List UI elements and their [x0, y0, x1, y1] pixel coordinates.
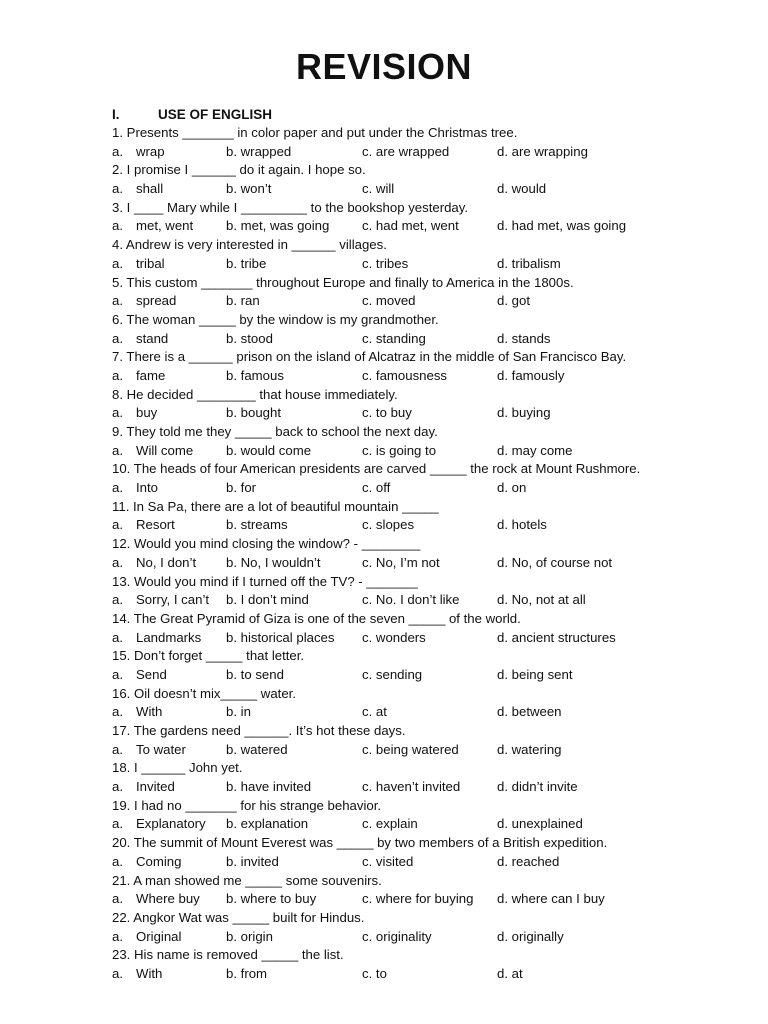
option-b: b. stood	[226, 330, 273, 346]
page-title: REVISION	[295, 46, 473, 87]
option-a: Where buy	[136, 891, 200, 907]
section-title: USE OF ENGLISH	[158, 107, 273, 122]
question-text: 4. Andrew is very interested in ______ villages.	[112, 237, 387, 253]
option-d: d. ancient structures	[497, 629, 616, 645]
option-c: c. moved	[362, 293, 416, 309]
option-a: fame	[136, 367, 166, 383]
option-a: Landmarks	[136, 629, 202, 645]
answer-options	[112, 629, 762, 648]
answer-options	[112, 853, 762, 872]
option-d: d. unexplained	[497, 816, 583, 832]
option-marker: a.	[112, 218, 123, 234]
option-marker: a.	[112, 779, 123, 795]
question-text: 8. He decided ________ that house immediately.	[112, 386, 398, 402]
question-text: 16. Oil doesn’t mix_____ water.	[112, 685, 296, 701]
question-text: 17. The gardens need ______. It’s hot these days.	[112, 723, 406, 738]
answer-options	[112, 778, 762, 797]
question-text: 14. The Great Pyramid of Giza is one of the seven _____ of the world.	[112, 610, 521, 626]
option-a: Original	[136, 928, 182, 944]
option-a: Into	[136, 480, 158, 496]
option-d: d. being sent	[497, 666, 573, 682]
answer-options	[112, 965, 762, 984]
option-c: c. is going to	[362, 442, 437, 458]
option-c: c. visited	[362, 853, 414, 869]
question-text: 18. I ______ John yet.	[112, 760, 243, 776]
option-marker: a.	[112, 666, 123, 682]
option-c: c. sending	[362, 666, 423, 682]
question-text: 2. I promise I ______ do it again. I hope so.	[112, 162, 366, 178]
option-b: b. ran	[226, 293, 260, 309]
option-c: c. are wrapped	[362, 143, 450, 159]
question-text: 20. The summit of Mount Everest was _____ by two members of a British expedition.	[112, 835, 608, 851]
answer-options	[112, 516, 762, 535]
option-d: d. got	[497, 293, 530, 309]
option-b: b. origin	[226, 928, 273, 944]
option-d: d. on	[497, 480, 527, 496]
option-b: b. wrapped	[226, 143, 292, 159]
option-a: spread	[136, 293, 177, 309]
option-b: b. where to buy	[226, 891, 317, 907]
option-a: Resort	[136, 517, 175, 533]
option-c: c. standing	[362, 330, 426, 346]
option-c: c. tribes	[362, 255, 409, 271]
option-b: b. explanation	[226, 816, 309, 832]
option-c: c. had met, went	[362, 218, 459, 234]
option-c: c. off	[362, 480, 391, 496]
option-a: buy	[136, 405, 158, 421]
option-marker: a.	[112, 629, 123, 645]
option-d: d. hotels	[497, 517, 547, 533]
option-c: c. at	[362, 704, 387, 720]
question-text: 15. Don’t forget _____ that letter.	[112, 648, 305, 664]
option-a: With	[136, 965, 163, 981]
option-d: d. between	[497, 704, 562, 720]
option-b: b. invited	[226, 853, 279, 869]
option-d: d. No, of course not	[497, 554, 613, 570]
option-d: d. reached	[497, 853, 560, 869]
question-text: 10. The heads of four American presidents are carved _____ the rock at Mount Rushmore.	[112, 461, 641, 477]
option-d: d. famously	[497, 367, 565, 383]
option-b: b. tribe	[226, 255, 267, 271]
option-marker: a.	[112, 891, 123, 907]
option-c: c. No. I don’t like	[362, 592, 460, 608]
section-heading	[112, 107, 272, 122]
option-a: Send	[136, 666, 167, 682]
answer-options	[112, 741, 762, 760]
option-marker: a.	[112, 480, 123, 496]
option-b: b. met, was going	[226, 218, 330, 234]
option-marker: a.	[112, 554, 123, 570]
option-c: c. famousness	[362, 367, 448, 383]
answer-options	[112, 703, 762, 722]
option-a: Coming	[136, 853, 182, 869]
option-a: To water	[136, 741, 186, 757]
option-c: c. slopes	[362, 517, 415, 533]
option-d: d. may come	[497, 442, 573, 458]
option-marker: a.	[112, 853, 123, 869]
option-b: b. from	[226, 965, 268, 981]
question-text: 11. In Sa Pa, there are a lot of beautiful mountain _____	[112, 498, 439, 514]
option-b: b. historical places	[226, 629, 335, 645]
option-d: d. stands	[497, 330, 551, 346]
option-d: d. No, not at all	[497, 592, 586, 608]
option-d: d. where can I buy	[497, 891, 605, 907]
option-d: d. buying	[497, 405, 551, 421]
question-text: 22. Angkor Wat was _____ built for Hindus.	[112, 909, 365, 925]
question-text: 7. There is a ______ prison on the island of Alcatraz in the middle of San Francisco Bay.	[112, 349, 627, 365]
option-marker: a.	[112, 517, 123, 533]
answer-options	[112, 180, 762, 199]
option-marker: a.	[112, 442, 123, 458]
answer-options	[112, 143, 762, 162]
section-number: I.	[112, 107, 120, 122]
answer-options	[112, 479, 762, 498]
option-d: d. tribalism	[497, 255, 561, 271]
question-text: 19. I had no _______ for his strange behavior.	[112, 797, 382, 813]
option-b: b. for	[226, 480, 257, 496]
answer-options	[112, 890, 762, 909]
answer-options	[112, 928, 762, 947]
option-c: c. No, I’m not	[362, 554, 440, 570]
option-a: Will come	[136, 442, 194, 458]
option-b: b. bought	[226, 405, 281, 421]
option-a: Sorry, I can’t	[136, 592, 210, 608]
option-marker: a.	[112, 330, 123, 346]
option-d: d. didn’t invite	[497, 779, 578, 795]
option-b: b. in	[226, 704, 251, 720]
option-marker: a.	[112, 965, 123, 981]
answer-options	[112, 591, 762, 610]
answer-options	[112, 554, 762, 573]
option-c: c. originality	[362, 928, 432, 944]
option-d: d. are wrapping	[497, 143, 588, 159]
option-b: b. have invited	[226, 779, 312, 795]
option-c: c. will	[362, 181, 395, 197]
option-marker: a.	[112, 367, 123, 383]
option-b: b. to send	[226, 666, 284, 682]
question-text: 23. His name is removed _____ the list.	[112, 947, 344, 963]
option-b: b. I don’t mind	[226, 592, 309, 608]
option-marker: a.	[112, 816, 123, 832]
option-d: d. had met, was going	[497, 218, 627, 234]
option-marker: a.	[112, 592, 123, 608]
question-text: 13. Would you mind if I turned off the TV? - _______	[112, 573, 418, 589]
option-c: c. being watered	[362, 741, 459, 757]
option-c: c. to	[362, 965, 387, 981]
question-text: 9. They told me they _____ back to school the next day.	[112, 424, 438, 439]
answer-options	[112, 666, 762, 685]
option-b: b. would come	[226, 442, 312, 458]
option-marker: a.	[112, 405, 123, 421]
option-marker: a.	[112, 143, 123, 159]
option-a: Invited	[136, 779, 175, 795]
option-marker: a.	[112, 928, 123, 944]
option-marker: a.	[112, 181, 123, 197]
question-list	[112, 124, 762, 984]
answer-options	[112, 442, 762, 461]
option-d: d. watering	[497, 741, 562, 757]
option-d: d. originally	[497, 928, 564, 944]
option-a: shall	[136, 181, 164, 197]
option-b: b. No, I wouldn’t	[226, 554, 321, 570]
option-a: tribal	[136, 255, 165, 271]
option-a: Explanatory	[136, 816, 206, 832]
answer-options	[112, 330, 762, 349]
answer-options	[112, 292, 762, 311]
answer-options	[112, 255, 762, 274]
question-text: 6. The woman _____ by the window is my grandmother.	[112, 311, 439, 327]
option-a: stand	[136, 330, 169, 346]
option-marker: a.	[112, 293, 123, 309]
question-text: 21. A man showed me _____ some souvenirs.	[112, 872, 382, 888]
answer-options	[112, 404, 762, 423]
option-c: c. explain	[362, 816, 418, 832]
question-text: 3. I ____ Mary while I _________ to the bookshop yesterday.	[112, 199, 469, 215]
answer-options	[112, 217, 762, 236]
option-b: b. famous	[226, 367, 284, 383]
option-c: c. to buy	[362, 405, 412, 421]
option-c: c. wonders	[362, 629, 426, 645]
question-text: 1. Presents _______ in color paper and put under the Christmas tree.	[112, 125, 518, 140]
option-c: c. where for buying	[362, 891, 474, 907]
option-d: d. at	[497, 965, 523, 981]
question-text: 5. This custom _______ throughout Europe and finally to America in the 1800s.	[112, 274, 574, 290]
option-marker: a.	[112, 704, 123, 720]
option-c: c. haven’t invited	[362, 779, 461, 795]
answer-options	[112, 367, 762, 386]
question-text: 12. Would you mind closing the window? - ________	[112, 536, 421, 552]
answer-options	[112, 815, 762, 834]
option-a: With	[136, 704, 163, 720]
option-b: b. watered	[226, 741, 288, 757]
option-a: met, went	[136, 218, 194, 234]
option-marker: a.	[112, 255, 123, 271]
option-a: wrap	[136, 143, 165, 159]
option-d: d. would	[497, 181, 547, 197]
option-marker: a.	[112, 741, 123, 757]
option-b: b. streams	[226, 517, 288, 533]
option-a: No, I don’t	[136, 554, 197, 570]
option-b: b. won’t	[226, 181, 272, 197]
